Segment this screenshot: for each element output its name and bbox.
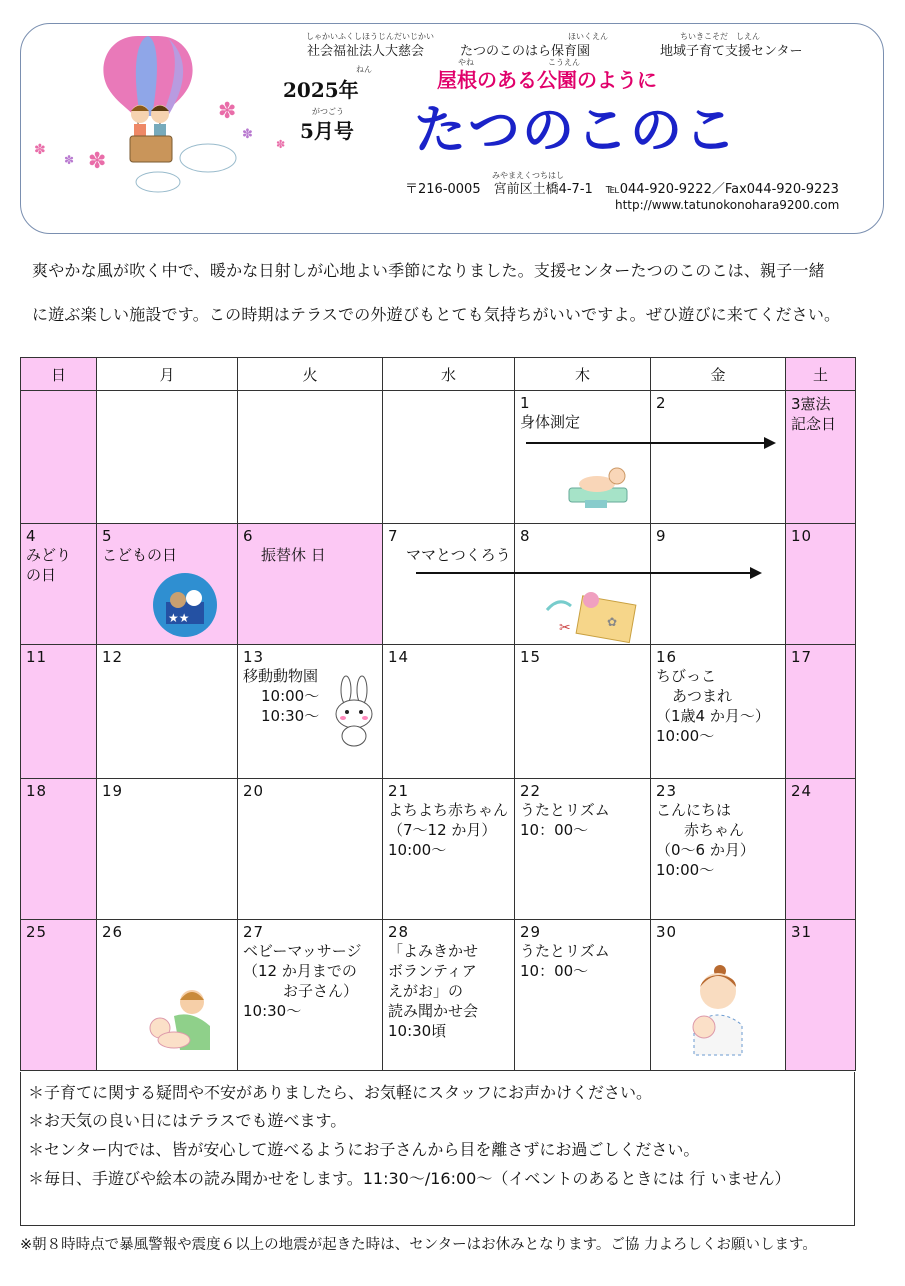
day-cell-empty: [383, 391, 515, 524]
weekday-wed: 水: [383, 358, 515, 391]
day-cell-empty: [97, 391, 238, 524]
tagline: 屋根のある公園のように: [437, 68, 657, 92]
day-cell: [21, 920, 97, 1071]
day-cell: [651, 645, 786, 779]
day-number: 23: [656, 782, 678, 800]
baby-massage-icon: [144, 986, 220, 1056]
rabbit-icon: [330, 676, 378, 748]
svg-text:★★: ★★: [168, 611, 190, 625]
day-number: 21: [388, 782, 410, 800]
day-number: 13: [243, 648, 265, 666]
event-label: こんにちは: [656, 801, 732, 819]
day-cell: [383, 645, 515, 779]
weekday-sat: 土: [786, 358, 856, 391]
hot-air-balloon-icon: [28, 30, 286, 200]
day-number: 12: [102, 648, 124, 666]
calendar-table: [20, 357, 856, 1071]
week-row: [21, 524, 856, 645]
tagline-ruby-b: こうえん: [548, 58, 580, 67]
day-cell: [786, 645, 856, 779]
event-label: 記念日: [791, 415, 837, 433]
event-label: 読み聞かせ会: [388, 1002, 479, 1020]
weekday-thu: 木: [515, 358, 651, 391]
svg-text:✽: ✽: [276, 138, 286, 151]
day-cell: [21, 645, 97, 779]
org-name: 社会福祉法人大慈会: [307, 44, 425, 59]
weekday-header-row: [21, 358, 856, 391]
event-label: ベビーマッサージ: [243, 942, 362, 960]
month-ruby: がつごう: [312, 107, 344, 116]
event-label: 身体測定: [520, 413, 581, 431]
event-time: 10:30頃: [388, 1022, 447, 1040]
event-label: あつまれ: [672, 687, 733, 705]
day-number: 25: [26, 923, 48, 941]
day-number: 15: [520, 648, 542, 666]
day-number: 3: [791, 395, 801, 413]
event-time: 10:00～: [656, 861, 715, 879]
baby-scale-icon: [565, 462, 635, 510]
event-time: 10:00～: [261, 687, 320, 705]
day-number: 4: [26, 527, 37, 545]
event-label: 「よみきかせ: [388, 942, 479, 960]
day-number: 29: [520, 923, 542, 941]
day-number: 20: [243, 782, 265, 800]
day-cell: [515, 645, 651, 779]
day-cell: [651, 391, 786, 524]
day-number: 27: [243, 923, 265, 941]
day-number: 30: [656, 923, 678, 941]
event-age: （7～12 か月）: [388, 821, 497, 839]
note-item: ＊お天気の良い日にはテラスでも遊べます。: [28, 1111, 347, 1130]
event-time: 10:00～: [388, 841, 447, 859]
day-number: 17: [791, 648, 813, 666]
org-ruby: しゃかいふくしほうじんだいじかい: [306, 32, 434, 41]
day-cell: [383, 920, 515, 1071]
event-label: [791, 394, 850, 414]
day-number: 22: [520, 782, 542, 800]
event-age: （1歳4 か月～）: [656, 707, 770, 725]
mother-baby-icon: [686, 965, 746, 1057]
svg-text:✿: ✿: [607, 615, 618, 629]
closure-notice: ※朝８時時点で暴風警報や震度６以上の地震が起きた時は、センターはお休みとなります。ご協 力よろしくお願いします。: [20, 1237, 817, 1253]
event-label-part: 憲法: [800, 395, 831, 413]
day-cell: [786, 391, 856, 524]
day-number: 5: [102, 527, 113, 545]
childrens-day-icon: [152, 572, 218, 638]
event-label: よちよち赤ちゃん: [388, 801, 509, 819]
issue-year: 2025年: [283, 78, 359, 102]
center-name: 地域子育て支援センター: [660, 44, 803, 59]
day-number: 7: [388, 527, 399, 545]
address: 〒216-0005 宮前区土橋4-7-1 ℡044-920-9222／Fax044-920-9223: [405, 182, 839, 197]
week-row: [21, 645, 856, 779]
svg-text:✽: ✽: [88, 149, 107, 174]
day-cell: [21, 524, 97, 645]
event-label: ママとつくろう: [406, 546, 511, 564]
note-item: ＊子育てに関する疑問や不安がありましたら、お気軽にスタッフにお声かけください。: [28, 1083, 653, 1102]
day-number: 6: [243, 527, 254, 545]
day-number: 2: [656, 394, 667, 412]
day-cell: [515, 779, 651, 920]
day-cell: [97, 779, 238, 920]
day-cell: [383, 779, 515, 920]
event-label: ちびっこ: [656, 667, 717, 685]
day-number: 8: [520, 527, 531, 545]
day-cell: [786, 779, 856, 920]
day-cell: [21, 779, 97, 920]
day-cell: [515, 920, 651, 1071]
website-link[interactable]: http://www.tatunokonohara9200.com: [615, 198, 840, 212]
day-cell: [238, 524, 383, 645]
svg-text:✂: ✂: [559, 620, 571, 636]
event-time: 10：00～: [520, 962, 589, 980]
event-time: 10:00～: [656, 727, 715, 745]
arrow-icon: [416, 566, 766, 580]
day-number: 19: [102, 782, 124, 800]
issue-month: 5月号: [300, 119, 354, 143]
nursery-ruby: ほいくえん: [568, 32, 608, 41]
day-cell: [786, 920, 856, 1071]
day-number: 24: [791, 782, 813, 800]
newsletter-title: たつのこのこ: [414, 101, 739, 161]
event-label: 赤ちゃん: [684, 821, 745, 839]
day-cell: [651, 524, 786, 645]
event-label: の日: [26, 566, 57, 584]
craft-icon: [545, 586, 641, 640]
day-number: 9: [656, 527, 667, 545]
svg-text:✽: ✽: [64, 153, 75, 167]
day-number: 1: [520, 394, 531, 412]
note-item: ＊毎日、手遊びや絵本の読み聞かせをします。11:30～/16:00～（イベントのあるときには 行 いません）: [28, 1169, 791, 1188]
arrow-icon: [526, 436, 778, 450]
event-age: （0～6 か月）: [656, 841, 755, 859]
day-number: 26: [102, 923, 124, 941]
event-age: お子さん）: [283, 982, 359, 1000]
weekday-sun: 日: [21, 358, 97, 391]
event-time: 10：00～: [520, 821, 589, 839]
week-row: [21, 391, 856, 524]
day-number: 11: [26, 648, 48, 666]
day-cell: [238, 779, 383, 920]
day-cell-empty: [238, 391, 383, 524]
event-age: （12 か月までの: [243, 962, 357, 980]
day-cell: [238, 920, 383, 1071]
svg-text:✽: ✽: [218, 99, 237, 124]
weekday-tue: 火: [238, 358, 383, 391]
svg-text:✽: ✽: [242, 127, 253, 142]
week-row: [21, 779, 856, 920]
event-label: こどもの日: [102, 546, 178, 564]
event-label: うたとリズム: [520, 801, 610, 819]
day-cell: [786, 524, 856, 645]
weekday-mon: 月: [97, 358, 238, 391]
svg-text:✽: ✽: [34, 142, 46, 158]
day-cell-empty: [21, 391, 97, 524]
event-time: 10:30～: [243, 1002, 302, 1020]
address-ruby: みやまえくつちはし: [492, 171, 564, 180]
event-label: ボランティア: [388, 962, 477, 980]
event-label: みどり: [26, 546, 72, 564]
event-label: うたとリズム: [520, 942, 610, 960]
intro-line-2: に遊ぶ楽しい施設です。この時期はテラスでの外遊びもとても気持ちがいいですよ。ぜひ遊びに来てください。: [32, 305, 841, 324]
weekday-fri: 金: [651, 358, 786, 391]
day-number: 18: [26, 782, 48, 800]
note-item: ＊センター内では、皆が安心して遊べるようにお子さんから目を離さずにお過ごしください。: [28, 1140, 700, 1159]
day-number: 28: [388, 923, 410, 941]
day-cell: [97, 645, 238, 779]
tagline-ruby-a: やね: [458, 58, 474, 67]
center-ruby: ちいきこそだ しえん: [680, 32, 760, 41]
event-label: えがお」の: [388, 982, 464, 1000]
event-time: 10:30～: [261, 707, 320, 725]
intro-line-1: 爽やかな風が吹く中で、暖かな日射しが心地よい季節になりました。支援センターたつのこのこは、親子一緒: [32, 261, 825, 280]
day-number: 16: [656, 648, 678, 666]
nursery-name: たつのこのはら保育園: [460, 44, 591, 59]
day-number: 31: [791, 923, 813, 941]
day-cell: [651, 779, 786, 920]
day-number: 10: [791, 527, 813, 545]
day-number: 14: [388, 648, 410, 666]
event-label: 移動動物園: [243, 667, 319, 685]
day-cell: [383, 524, 515, 645]
year-ruby: ねん: [356, 65, 372, 74]
event-label: 振替休 日: [261, 546, 326, 564]
